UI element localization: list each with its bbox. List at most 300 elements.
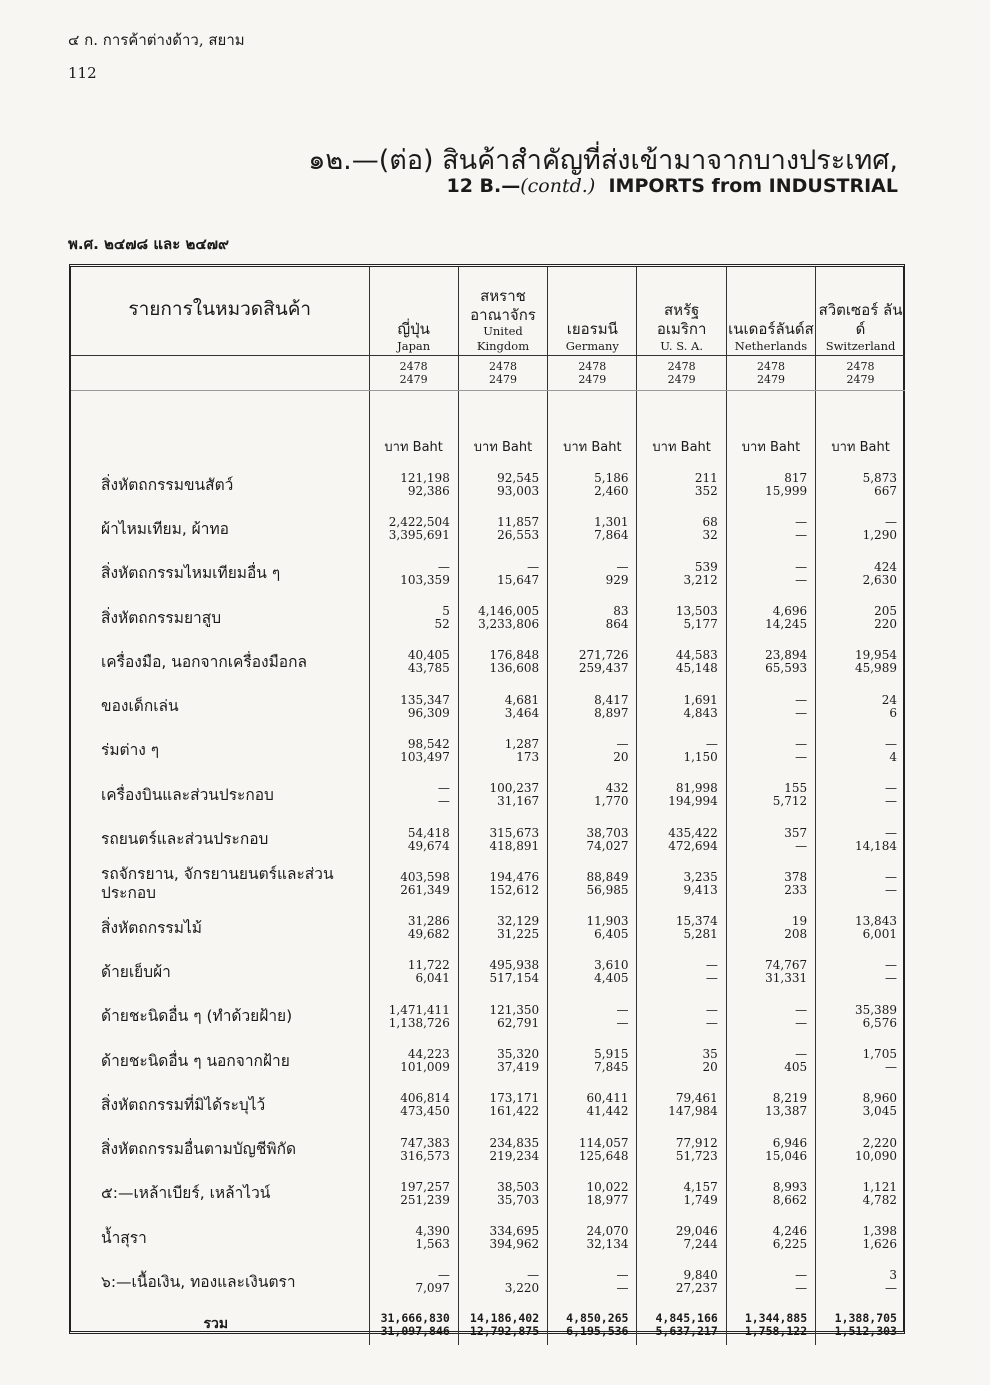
value-cell	[816, 906, 905, 950]
value-cell	[637, 817, 726, 861]
value-2478: 817	[784, 471, 808, 486]
value-cell	[548, 1172, 637, 1216]
value-2479: 15,999	[765, 484, 808, 499]
value-2479: 3,233,806	[478, 617, 540, 632]
value-2478: 114,057	[578, 1135, 629, 1150]
value-2479: 74,027	[586, 838, 629, 853]
value-cell	[726, 729, 815, 773]
value-2478: 4,390	[415, 1224, 450, 1239]
running-title: ๔ ก. การค้าต่างด้าว, สยาม	[68, 31, 245, 49]
value-2478: 495,938	[489, 958, 540, 973]
value-2478: 1,691	[683, 692, 718, 707]
value-2479: 136,608	[489, 661, 540, 676]
value-2479: 473,450	[400, 1104, 450, 1119]
value-2479: 3,395,691	[388, 528, 450, 543]
value-2479: 37,419	[497, 1060, 540, 1074]
value-2479: 12,792,875	[469, 1323, 540, 1338]
value-2478: 38,703	[586, 825, 629, 840]
value-2479: 4,843	[683, 705, 718, 720]
value-2478: 11,857	[497, 515, 540, 530]
value-cell	[548, 640, 637, 684]
value-cell	[637, 507, 726, 551]
value-2478: 24	[881, 692, 897, 707]
value-2478: 5	[442, 604, 450, 619]
row-label: ด้ายชะนิดอื่น ๆ (ทำด้วยฝ้าย)	[101, 1007, 293, 1026]
year-a: 2478	[488, 360, 517, 373]
value-2479: 3,045	[862, 1104, 897, 1119]
value-2479: 5,281	[683, 927, 718, 942]
value-2478: 176,848	[489, 648, 540, 663]
value-2478: 5,915	[594, 1047, 629, 1061]
value-2479: 32,134	[586, 1237, 629, 1252]
value-cell	[369, 1039, 458, 1083]
value-2478: 15,374	[675, 914, 718, 929]
value-2478: 14,186,402	[469, 1310, 540, 1325]
value-2478: 24,070	[586, 1224, 629, 1239]
value-2479: 103,359	[400, 572, 450, 587]
country-name-english: Japan	[397, 338, 431, 353]
value-cell	[548, 1305, 637, 1345]
year-a: 2478	[846, 360, 875, 373]
table-row	[71, 729, 905, 773]
value-2479: 2,630	[862, 572, 897, 587]
value-2479: 43,785	[407, 661, 450, 676]
table-row	[71, 906, 905, 950]
year-cell	[726, 356, 815, 391]
value-2479: 929	[605, 572, 629, 587]
value-cell	[726, 463, 815, 507]
value-2479: —	[616, 1281, 629, 1296]
value-2479: 15,046	[765, 1148, 808, 1163]
value-2478: 31,286	[407, 914, 450, 929]
year-b: 2479	[578, 373, 607, 386]
value-2479: 161,422	[489, 1104, 540, 1119]
value-2478: 23,894	[765, 648, 808, 663]
value-2479: 56,985	[586, 882, 629, 897]
value-2479: —	[795, 1281, 808, 1296]
country-header	[637, 267, 726, 356]
value-cell	[548, 1216, 637, 1260]
row-label: ร่มต่าง ๆ	[101, 741, 160, 760]
value-2479: —	[884, 971, 897, 986]
value-2478: 135,347	[400, 692, 450, 707]
value-2478: 74,767	[765, 958, 808, 973]
value-2479: 4,405	[594, 971, 629, 986]
value-2478: 11,722	[407, 958, 450, 973]
value-cell	[637, 862, 726, 906]
value-2478: 9,840	[683, 1268, 718, 1283]
value-2478: —	[795, 515, 808, 530]
value-2479: 147,984	[668, 1104, 718, 1119]
value-2479: 220	[874, 617, 897, 632]
value-cell	[726, 684, 815, 728]
value-2479: 6,576	[862, 1015, 897, 1030]
value-2479: 62,791	[497, 1015, 540, 1030]
value-2479: —	[884, 882, 897, 897]
value-cell	[548, 906, 637, 950]
value-cell	[548, 1127, 637, 1171]
country-name-thai: สหรัฐ อเมริกา	[656, 301, 707, 338]
value-2479: 418,891	[489, 838, 540, 853]
value-cell	[637, 1172, 726, 1216]
value-2478: —	[705, 1002, 718, 1017]
category-header: รายการในหมวดสินค้า	[128, 298, 312, 321]
table-row	[71, 463, 905, 507]
value-2479: 251,239	[400, 1192, 450, 1207]
country-header	[369, 267, 458, 356]
value-2479: —	[437, 794, 450, 809]
row-label: เครื่องบินและส่วนประกอบ	[101, 785, 274, 804]
value-2479: 1,770	[594, 794, 629, 809]
year-row	[71, 356, 905, 391]
value-cell	[548, 1083, 637, 1127]
year-cell	[548, 356, 637, 391]
value-2479: 6,041	[415, 971, 450, 986]
value-2478: 79,461	[675, 1091, 718, 1106]
value-2478: —	[795, 1047, 808, 1061]
row-label: สิ่งหัตถกรรมขนสัตว์	[101, 475, 234, 494]
value-2478: 77,912	[675, 1135, 718, 1150]
value-2479: 93,003	[497, 484, 540, 499]
value-cell	[816, 1039, 905, 1083]
value-cell	[548, 817, 637, 861]
value-2478: 98,542	[407, 736, 450, 751]
value-2479: 41,442	[586, 1104, 629, 1119]
table-header-row	[71, 267, 905, 356]
value-cell	[369, 950, 458, 994]
value-2479: 18,977	[586, 1192, 629, 1207]
year-cell	[369, 356, 458, 391]
value-2479: 15,647	[497, 572, 540, 587]
value-2479: 1,512,303	[834, 1323, 897, 1338]
value-2478: 54,418	[407, 825, 450, 840]
value-cell	[726, 817, 815, 861]
value-2478: 3	[889, 1268, 897, 1283]
value-2479: 8,897	[594, 705, 629, 720]
value-2478: 8,960	[862, 1091, 897, 1106]
country-name-english: Netherlands	[734, 338, 808, 353]
value-cell	[548, 463, 637, 507]
year-cell	[637, 356, 726, 391]
row-label: รถยนตร์และส่วนประกอบ	[101, 830, 269, 849]
value-cell	[369, 906, 458, 950]
value-cell	[458, 1305, 547, 1345]
value-2478: 1,344,885	[744, 1310, 808, 1325]
value-2478: 88,849	[586, 869, 629, 884]
value-2479: 261,349	[400, 882, 450, 897]
value-2479: 8,662	[772, 1192, 808, 1207]
value-cell	[637, 950, 726, 994]
table-row	[71, 1083, 905, 1127]
value-cell	[369, 596, 458, 640]
year-cell	[458, 356, 547, 391]
value-cell	[816, 1216, 905, 1260]
value-2479: 6	[889, 705, 897, 720]
value-2479: 316,573	[400, 1148, 450, 1163]
value-cell	[548, 552, 637, 596]
row-label: ด้ายเย็บผ้า	[101, 962, 171, 981]
value-cell	[458, 1216, 547, 1260]
value-cell	[726, 1039, 815, 1083]
value-2478: 10,022	[586, 1179, 629, 1194]
value-cell	[816, 862, 905, 906]
value-2478: 1,705	[862, 1047, 897, 1061]
value-2479: —	[884, 1281, 897, 1296]
value-2478: 747,383	[400, 1135, 450, 1150]
value-2478: 13,503	[675, 604, 718, 619]
value-cell	[458, 684, 547, 728]
value-2478: —	[795, 736, 808, 751]
value-cell	[726, 1127, 815, 1171]
value-cell	[548, 950, 637, 994]
value-2479: 32	[702, 528, 718, 543]
table-row	[71, 684, 905, 728]
value-cell	[637, 1083, 726, 1127]
value-cell	[548, 995, 637, 1039]
value-2478: 38,503	[497, 1179, 540, 1194]
value-2478: 19	[791, 914, 808, 929]
unit-cell: บาท Baht	[548, 391, 637, 464]
value-2478: 4,850,265	[566, 1310, 629, 1325]
table-row	[71, 1039, 905, 1083]
value-2478: 8,417	[594, 692, 629, 707]
value-2479: 5,177	[683, 617, 718, 632]
value-2478: 31,666,830	[380, 1310, 450, 1325]
value-cell	[369, 463, 458, 507]
value-2478: —	[616, 1002, 629, 1017]
table-row	[71, 995, 905, 1039]
value-cell	[637, 1127, 726, 1171]
value-2479: —	[795, 749, 808, 764]
value-cell	[369, 1083, 458, 1127]
value-2479: 26,553	[497, 528, 540, 543]
value-2479: 103,497	[400, 749, 450, 764]
value-2479: —	[795, 705, 808, 720]
table-row	[71, 640, 905, 684]
value-cell	[637, 463, 726, 507]
unit-cell: บาท Baht	[369, 391, 458, 464]
value-cell	[369, 995, 458, 1039]
value-cell	[369, 1305, 458, 1345]
table-row	[71, 1216, 905, 1260]
value-2479: 9,413	[683, 882, 718, 897]
value-2478: 4,157	[683, 1179, 718, 1194]
value-cell	[726, 507, 815, 551]
value-2478: 44,223	[407, 1047, 450, 1061]
country-name-english: Germany	[565, 338, 619, 353]
value-cell	[458, 463, 547, 507]
value-2478: 1,301	[594, 515, 629, 530]
unit-cell: บาท Baht	[726, 391, 815, 464]
value-2478: —	[705, 736, 718, 751]
value-cell	[458, 552, 547, 596]
value-2479: 194,994	[668, 794, 718, 809]
value-2478: 92,545	[497, 471, 540, 486]
value-2479: 864	[605, 617, 629, 632]
value-2478: 68	[702, 515, 718, 530]
value-cell	[369, 1260, 458, 1304]
value-2478: 3,610	[594, 958, 629, 973]
page-title-english	[446, 175, 898, 197]
value-2478: —	[616, 736, 629, 751]
value-2478: 2,220	[862, 1135, 897, 1150]
row-label: สิ่งหัตถกรรมไหมเทียมอื่น ๆ	[101, 564, 281, 583]
value-cell	[458, 507, 547, 551]
value-2479: 51,723	[675, 1148, 718, 1163]
value-2478: 424	[874, 559, 897, 574]
value-2478: 121,350	[489, 1002, 540, 1017]
value-2478: 2,422,504	[388, 515, 450, 530]
value-cell	[458, 596, 547, 640]
table-row	[71, 507, 905, 551]
value-2479: 5,637,217	[655, 1323, 718, 1338]
row-label: ๖:—เนื้อเงิน, ทองและเงินตรา	[101, 1272, 296, 1291]
value-cell	[637, 1260, 726, 1304]
value-2478: 40,405	[407, 648, 450, 663]
country-name-thai: สวิตเซอร์ ลันด์	[818, 301, 903, 338]
title-prefix: 12 B.—	[446, 175, 521, 197]
value-2478: —	[527, 1268, 540, 1283]
country-header	[548, 267, 637, 356]
country-name-english: Switzerland	[825, 338, 896, 353]
value-2478: —	[795, 692, 808, 707]
value-cell	[637, 684, 726, 728]
page-number: 112	[68, 64, 97, 82]
value-2479: —	[795, 1015, 808, 1030]
unit-cell: บาท Baht	[458, 391, 547, 464]
value-2479: 7,097	[415, 1281, 450, 1296]
value-cell	[458, 862, 547, 906]
row-label: สิ่งหัตถกรรมยาสูบ	[101, 608, 222, 627]
value-cell	[726, 596, 815, 640]
value-2478: —	[437, 1268, 450, 1283]
value-cell	[548, 684, 637, 728]
value-2478: —	[884, 781, 897, 796]
value-cell	[458, 1039, 547, 1083]
value-2478: 271,726	[578, 648, 629, 663]
row-label: เครื่องมือ, นอกจากเครื่องมือกล	[101, 652, 307, 671]
value-2479: 1,138,726	[388, 1015, 450, 1030]
country-header	[816, 267, 905, 356]
value-cell	[637, 1216, 726, 1260]
value-2479: 394,962	[489, 1237, 540, 1252]
value-2479: 472,694	[668, 838, 718, 853]
value-2479: 49,682	[407, 927, 450, 942]
value-2479: 6,405	[594, 927, 629, 942]
value-2479: 45,989	[854, 661, 897, 676]
value-2478: 8,219	[772, 1091, 808, 1106]
value-2479: —	[795, 838, 808, 853]
value-cell	[548, 507, 637, 551]
year-b: 2479	[488, 373, 517, 386]
page-title-thai: ๑๒.—(ต่อ) สินค้าสำคัญที่ส่งเข้ามาจากบางประเทศ,	[308, 145, 898, 176]
value-cell	[548, 773, 637, 817]
country-name-thai: ญี่ปุ่น	[397, 319, 430, 338]
value-cell	[637, 1305, 726, 1345]
value-2479: 667	[874, 484, 897, 499]
value-2479: 20	[613, 749, 629, 764]
value-2478: 35	[702, 1047, 718, 1061]
table-row	[71, 552, 905, 596]
value-cell	[548, 596, 637, 640]
value-2479: 2,460	[594, 484, 629, 499]
value-2478: 4,246	[772, 1224, 808, 1239]
value-2478: 13,843	[854, 914, 897, 929]
value-2478: 406,814	[400, 1091, 450, 1106]
value-cell	[726, 906, 815, 950]
years-label: พ.ศ. ๒๔๗๘ และ ๒๔๗๙	[68, 235, 229, 253]
country-name-english: United Kingdom	[476, 324, 530, 353]
value-2478: —	[616, 559, 629, 574]
unit-cell: บาท Baht	[816, 391, 905, 464]
value-cell	[816, 1127, 905, 1171]
value-2478: 35,389	[854, 1002, 897, 1017]
value-2479: —	[795, 528, 808, 543]
table-row	[71, 1260, 905, 1304]
value-cell	[369, 729, 458, 773]
value-2479: 5,712	[772, 794, 808, 809]
value-2478: 1,398	[862, 1224, 897, 1239]
value-2479: 1,150	[683, 749, 718, 764]
value-2479: —	[705, 1015, 718, 1030]
value-cell	[816, 552, 905, 596]
row-label: ผ้าไหมเทียม, ผ้าทอ	[101, 519, 229, 538]
value-2479: 7,244	[683, 1237, 718, 1252]
value-2478: 5,873	[862, 471, 897, 486]
value-cell	[637, 773, 726, 817]
value-2478: —	[795, 559, 808, 574]
row-label: ด้ายชะนิดอื่น ๆ นอกจากฝ้าย	[101, 1051, 290, 1070]
value-cell	[458, 817, 547, 861]
value-cell	[458, 1260, 547, 1304]
value-cell	[369, 1127, 458, 1171]
table-row	[71, 596, 905, 640]
table-row	[71, 817, 905, 861]
value-2478: 334,695	[489, 1224, 540, 1239]
value-cell	[458, 729, 547, 773]
value-2479: 4,782	[862, 1192, 897, 1207]
country-name-thai: เยอรมนี	[566, 319, 618, 338]
country-name-thai: สหราช อาณาจักร	[470, 286, 536, 324]
year-b: 2479	[399, 373, 428, 386]
value-2478: 1,287	[504, 736, 540, 751]
value-2478: 403,598	[400, 869, 450, 884]
value-cell	[369, 684, 458, 728]
value-2478: —	[437, 781, 450, 796]
value-2479: 1,749	[683, 1192, 718, 1207]
value-2478: —	[705, 958, 718, 973]
table-row	[71, 862, 905, 906]
value-2479: 173	[516, 749, 540, 764]
value-2479: 31,097,846	[380, 1323, 450, 1338]
value-2479: 35,703	[497, 1192, 540, 1207]
value-2478: —	[884, 736, 897, 751]
value-2479: 3,212	[683, 572, 718, 587]
year-cell	[816, 356, 905, 391]
value-2478: 357	[784, 825, 808, 840]
value-2478: —	[884, 515, 897, 530]
value-cell	[726, 995, 815, 1039]
value-2478: 194,476	[489, 869, 540, 884]
value-2479: 7,845	[594, 1060, 629, 1074]
value-2479: 6,195,536	[566, 1323, 629, 1338]
value-2479: 4	[889, 749, 897, 764]
value-2479: 405	[784, 1060, 808, 1074]
value-cell	[458, 906, 547, 950]
value-cell	[726, 1260, 815, 1304]
value-2478: 4,146,005	[478, 604, 540, 619]
value-cell	[637, 552, 726, 596]
